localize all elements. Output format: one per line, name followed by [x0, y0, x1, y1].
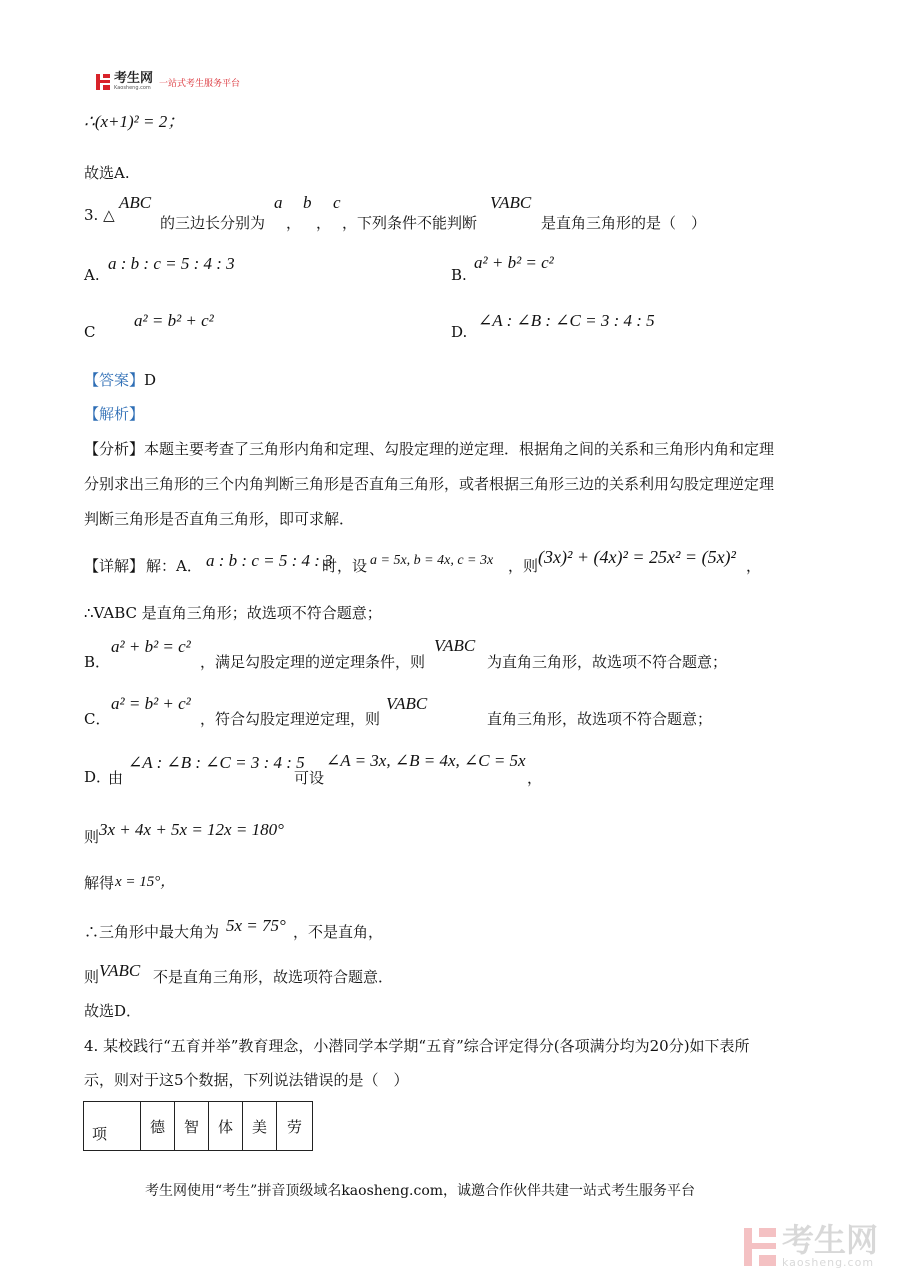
- fenxi-tag: 【分析】: [84, 440, 145, 458]
- fenxi-line-1: [84, 438, 774, 459]
- footer-text: 考生网使用“考生”拼音顶级域名kaosheng.com，诚邀合作伙伴共建一站式考生服务平台: [145, 1183, 696, 1199]
- answer-line: [84, 369, 156, 390]
- line-c-expr: a² = b² + c²: [111, 694, 191, 713]
- answer-tag: 【答案】: [84, 371, 145, 389]
- line-c-label: C．: [84, 710, 111, 728]
- line-final-abc: VABC: [99, 961, 141, 980]
- line-c-text: ，符合勾股定理逆定理，则: [200, 710, 381, 728]
- line-max-pre: ∴三角形中最大角为: [84, 923, 220, 941]
- prev-therefore-eq: ∴(x+1)² = 2；: [84, 112, 185, 131]
- xiangjie-a-then: ，则: [508, 557, 539, 575]
- q3-side-b: b: [303, 193, 312, 212]
- table-row: [84, 1102, 313, 1151]
- xiangjie-a-eq: (3x)² + (4x)² = 25x² = (5x)²: [538, 547, 736, 567]
- watermark: [744, 1221, 878, 1269]
- q3-text2: ，下列条件不能判断: [342, 214, 478, 232]
- line-max-eq: 5x = 75°: [226, 916, 286, 935]
- line-b-end: 为直角三角形，故选项不符合题意；: [487, 653, 728, 671]
- table-header-cell: 智: [175, 1102, 209, 1151]
- line-d-you: 由: [108, 769, 124, 787]
- logo-icon: [96, 74, 110, 90]
- site-logo: [96, 72, 240, 92]
- q3-conclusion: 故选D．: [84, 1002, 142, 1020]
- q3-abc: ABC: [119, 193, 152, 212]
- q3-abc-2: VABC: [490, 193, 532, 212]
- line-b-label: B．: [84, 653, 111, 671]
- line-max-post: ，不是直角，: [293, 923, 384, 941]
- q3-option-d-expr: ∠A : ∠B : ∠C = 3 : 4 : 5: [478, 311, 655, 330]
- q3-option-b-label: B.: [451, 266, 467, 284]
- answer-value: D: [144, 371, 157, 389]
- line-ze-eq: 3x + 4x + 5x = 12x = 180°: [99, 820, 284, 839]
- watermark-icon: [744, 1228, 776, 1266]
- prev-conclusion: 故选A.: [84, 164, 130, 182]
- q3-comma-1: ，: [286, 214, 302, 232]
- xiangjie-a-when: 时，设: [322, 557, 368, 575]
- line-d-label: D．: [84, 768, 112, 786]
- q3-text3: 是直角三角形的是（ ）: [541, 214, 707, 232]
- watermark-sub: kaosheng.com: [781, 1256, 875, 1269]
- q3-comma-2: ，: [316, 214, 332, 232]
- line-d-kesh: 可设: [294, 769, 325, 787]
- line-b-expr: a² + b² = c²: [111, 637, 191, 656]
- analysis-tag: 【解析】: [84, 405, 145, 423]
- xiangjie-tag: 【详解】: [84, 557, 145, 575]
- xiangjie-a-prefix: 解：A．: [146, 557, 202, 575]
- line-a-conclusion: ∴VABC 是直角三角形；故选项不符合题意；: [84, 604, 382, 622]
- table-header-cell: 体: [209, 1102, 243, 1151]
- line-d-ratio: ∠A : ∠B : ∠C = 3 : 4 : 5: [128, 753, 305, 772]
- line-c-abc: VABC: [386, 694, 428, 713]
- table-header-cell: 项: [84, 1102, 141, 1151]
- q3-number: 3. △: [84, 206, 115, 224]
- score-table: [83, 1101, 313, 1151]
- q4-line-1: 4. 某校践行“五育并举”教育理念，小潜同学本学期“五育”综合评定得分(各项满分均为20分)如下表所: [84, 1037, 750, 1055]
- q3-option-d-label: D.: [451, 323, 468, 341]
- q3-option-c-label: C: [84, 323, 96, 341]
- line-final-post: 不是直角三角形，故选项符合题意．: [153, 968, 394, 986]
- q3-option-b-expr: a² + b² = c²: [474, 253, 554, 272]
- q4-line-2: 示，则对于这5个数据，下列说法错误的是（ ）: [84, 1071, 409, 1089]
- line-final-pre: 则: [84, 968, 100, 986]
- watermark-name: 考生网: [781, 1221, 878, 1259]
- q3-option-a-expr: a : b : c = 5 : 4 : 3: [108, 254, 235, 273]
- line-jie: 解得: [84, 874, 115, 892]
- logo-slogan: 一站式考生服务平台: [159, 78, 241, 89]
- line-c-end: 直角三角形，故选项不符合题意；: [487, 710, 713, 728]
- line-d-set: ∠A = 3x, ∠B = 4x, ∠C = 5x: [326, 751, 526, 770]
- q3-option-a-label: A.: [84, 266, 100, 284]
- q3-option-c-expr: a² = b² + c²: [134, 311, 214, 330]
- xiangjie-a-end: ，: [746, 557, 762, 575]
- table-header-cell: 美: [243, 1102, 277, 1151]
- table-header-cell: 德: [141, 1102, 175, 1151]
- line-b-abc: VABC: [434, 636, 476, 655]
- q3-side-c: c: [333, 193, 341, 212]
- fenxi-text-1: 本题主要考查了三角形内角和定理、勾股定理的逆定理．根据角之间的关系和三角形内角和定理: [144, 440, 775, 458]
- logo-name: 考生网: [114, 71, 154, 86]
- fenxi-line-3: 判断三角形是否直角三角形，即可求解．: [84, 510, 355, 528]
- logo-sub: Kaosheng.com: [114, 85, 151, 91]
- line-jie-eq: x = 15°，: [115, 874, 176, 890]
- fenxi-line-2: 分别求出三角形的三个内角判断三角形是否直角三角形，或者根据三角形三边的关系利用勾股定理逆定理: [84, 475, 775, 493]
- line-b-text: ，满足勾股定理的逆定理条件，则: [200, 653, 426, 671]
- table-header-cell: 劳: [277, 1102, 313, 1151]
- q3-side-a: a: [274, 193, 283, 212]
- xiangjie-a-ratio: a : b : c = 5 : 4 : 3: [206, 551, 333, 570]
- line-d-end: ，: [527, 769, 543, 787]
- xiangjie-a-set: a = 5x, b = 4x, c = 3x: [370, 553, 494, 568]
- q3-text1: 的三边长分别为: [160, 214, 266, 232]
- line-ze: 则: [84, 828, 100, 846]
